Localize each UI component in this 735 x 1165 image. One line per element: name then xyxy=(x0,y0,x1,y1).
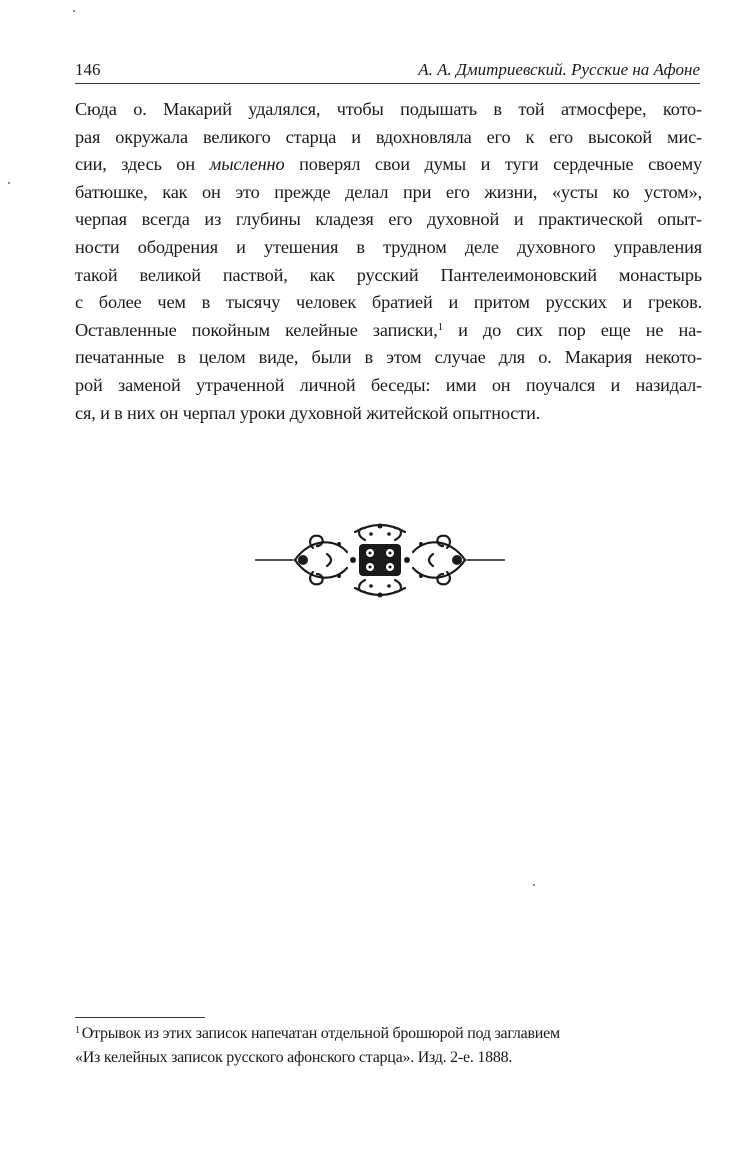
text-segment: и до сих пор еще не на- xyxy=(458,319,702,340)
text-line: ся, и в них он черпал уроки духовной житейской опытности. xyxy=(75,402,541,423)
running-title: А. А. Дмитриевский. Русские на Афоне xyxy=(418,60,700,79)
text-segment: сии, здесь он xyxy=(75,154,196,175)
text-line: черпая всегда из глубины кладезя его духовной и практической опыт- xyxy=(75,209,702,230)
header-rule xyxy=(75,83,700,84)
text-line: рой заменой утраченной личной беседы: ими он поучался и назидал- xyxy=(75,374,702,395)
scan-speck xyxy=(73,10,75,12)
text-line xyxy=(75,317,702,345)
text-line: такой великой паствой, как русский Пантелеимоновский монастырь xyxy=(75,264,702,285)
text-line: рая окружала великого старца и вдохновляла его к его высокой мис- xyxy=(75,126,702,147)
footnote-rule xyxy=(75,1017,205,1018)
scan-speck xyxy=(8,182,10,184)
footnote-reference: 1 xyxy=(437,320,443,333)
text-line: Сюда о. Макарий удалялся, чтобы подышать в той атмосфере, кото- xyxy=(75,99,702,119)
text-line xyxy=(75,151,702,179)
text-line: батюшке, как он это прежде делал при его жизни, «усты ко устом», xyxy=(75,181,702,202)
main-paragraph xyxy=(75,96,702,427)
footnote-line: «Из келейных записок русского афонского старца». Изд. 2-е. 1888. xyxy=(75,1049,513,1066)
text-line: печатанные в целом виде, были в этом случае для о. Макария некото- xyxy=(75,347,702,368)
page-header xyxy=(75,58,700,84)
text-segment: поверял свои думы и туги сердечные своему xyxy=(299,154,702,175)
emphasis-text: мысленно xyxy=(209,154,285,175)
scan-speck xyxy=(533,884,535,886)
footnote-mark: 1 xyxy=(75,1025,80,1036)
floral-ornament-icon xyxy=(255,518,505,603)
page-number: 146 xyxy=(75,60,101,79)
footnote xyxy=(75,1022,705,1070)
footnote-line xyxy=(75,1022,705,1046)
text-segment: Оставленные покойным келейные записки, xyxy=(75,319,438,340)
text-line: ности ободрения и утешения в трудном деле духовного управления xyxy=(75,236,702,257)
footnote-text: Отрывок из этих записок напечатан отдельной брошюрой под заглавием xyxy=(81,1025,560,1042)
text-line: с более чем в тысячу человек братией и притом русских и греков. xyxy=(75,292,702,313)
